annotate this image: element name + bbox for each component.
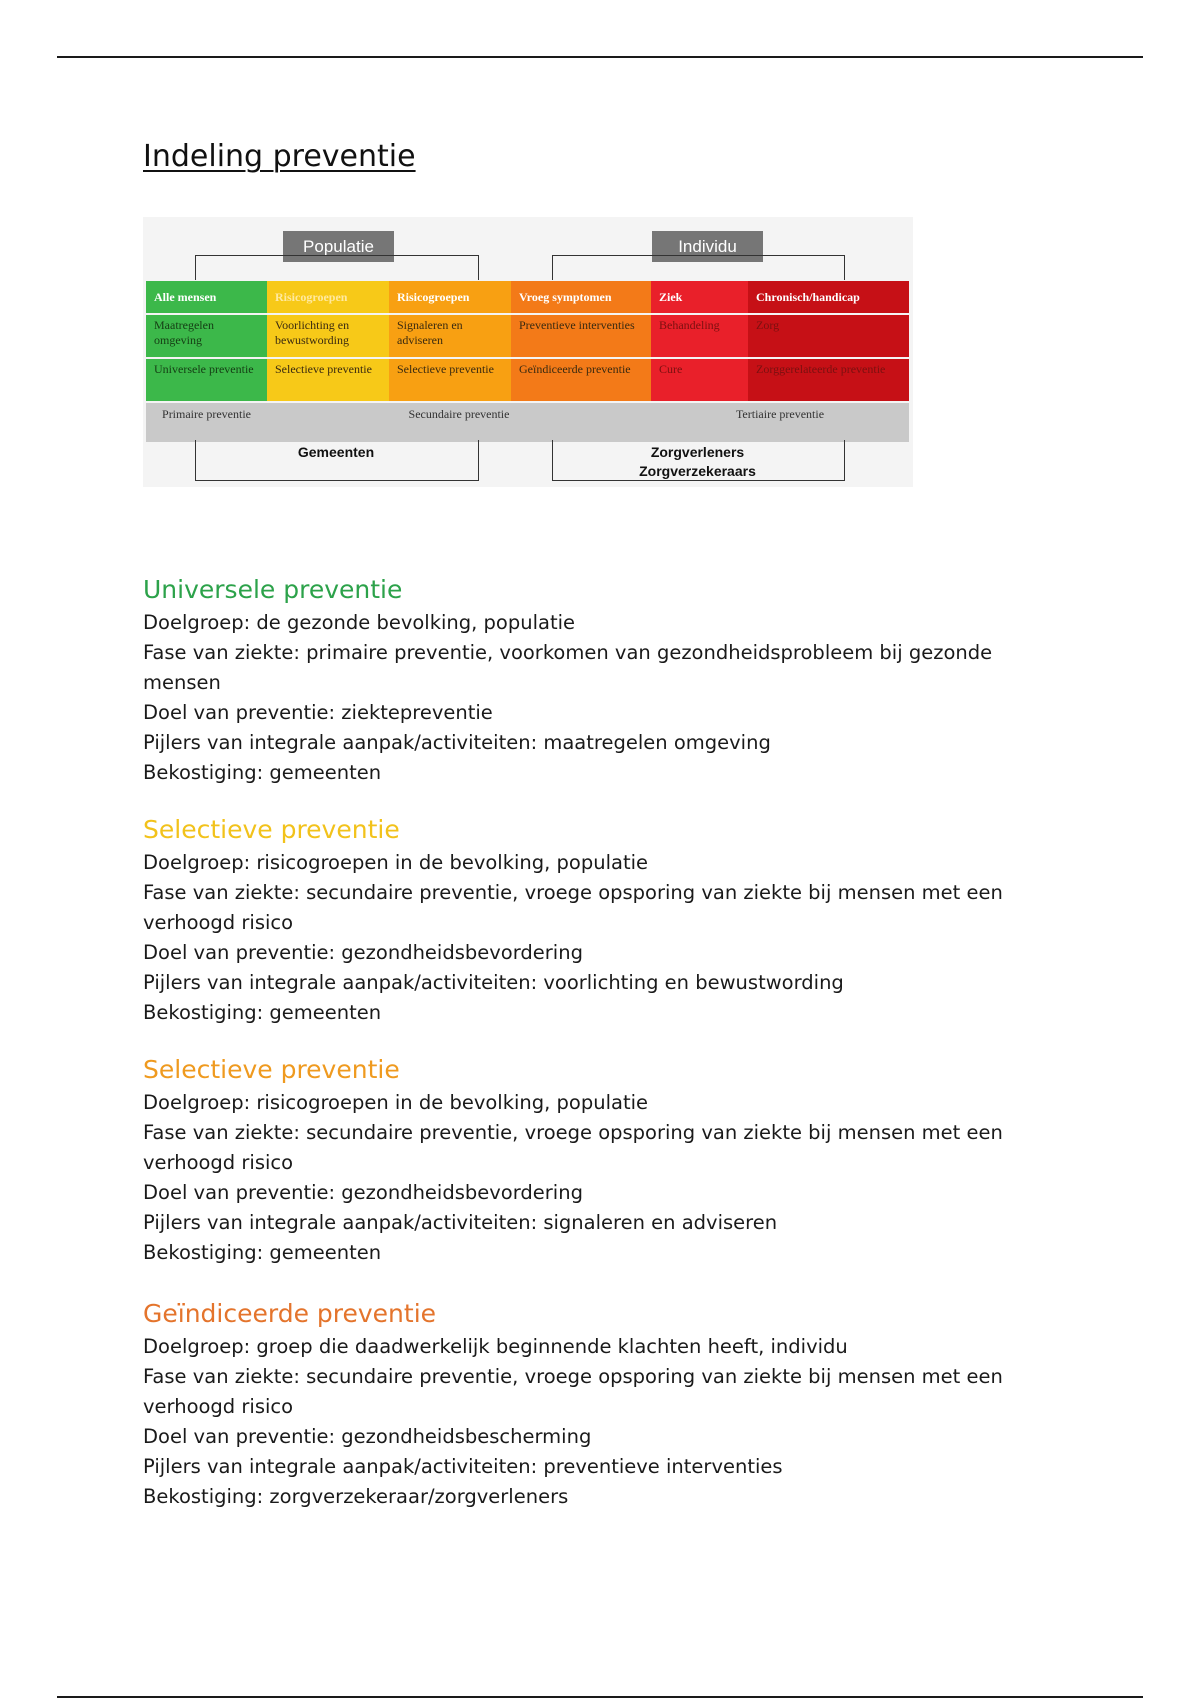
phase-primair: Primaire preventie (146, 403, 267, 442)
section-line: Doel van preventie: gezondheidsbescherming (143, 1425, 592, 1448)
section-line: Fase van ziekte: secundaire preventie, vroege opsporing van ziekte bij mensen met een verhoogd risico (143, 1121, 1003, 1174)
section-geindiceerde-preventie (143, 1298, 1043, 1512)
section-line: Doel van preventie: gezondheidsbevordering (143, 941, 583, 964)
section-line: Pijlers van integrale aanpak/activiteiten: maatregelen omgeving (143, 731, 771, 754)
payer-zorgverleners (552, 443, 843, 481)
section-line: Fase van ziekte: secundaire preventie, vroege opsporing van ziekte bij mensen met een verhoogd risico (143, 1365, 1003, 1418)
bracket-populatie (195, 255, 479, 280)
section-line: Pijlers van integrale aanpak/activiteiten: preventieve interventies (143, 1455, 783, 1478)
section-line: Doelgroep: groep die daadwerkelijk beginnende klachten heeft, individu (143, 1335, 848, 1358)
section-line: Pijlers van integrale aanpak/activiteiten: signaleren en adviseren (143, 1211, 778, 1234)
section-line: Doel van preventie: gezondheidsbevordering (143, 1181, 583, 1204)
grid-head-cell: Alle mensen (146, 281, 267, 313)
section-line: Doelgroep: risicogroepen in de bevolking, populatie (143, 1091, 649, 1114)
grid-activity-cell: Voorlichting en bewustwording (267, 315, 389, 357)
footer-rule (57, 1696, 1143, 1698)
section-line: Bekostiging: gemeenten (143, 761, 382, 784)
section-line: Doelgroep: de gezonde bevolking, populatie (143, 611, 576, 634)
grid-activity-cell: Preventieve interventies (511, 315, 651, 357)
section-line: Bekostiging: gemeenten (143, 1241, 382, 1264)
grid-head-cell: Risicogroepen (267, 281, 389, 313)
grid-head-cell: Chronisch/handicap (748, 281, 909, 313)
grid-head-cell: Vroeg symptomen (511, 281, 651, 313)
grid-type-cell: Cure (651, 359, 748, 401)
grid-activity-cell: Zorg (748, 315, 909, 357)
prevention-diagram (143, 217, 913, 487)
group-label-individu: Individu (652, 231, 763, 262)
grid-type-cell: Selectieve preventie (267, 359, 389, 401)
header-rule (57, 56, 1143, 58)
grid-activity-cell: Behandeling (651, 315, 748, 357)
section-title: Selectieve preventie (143, 815, 400, 844)
phase-secundair: Secundaire preventie (267, 403, 651, 442)
grid-type-cell: Zorggerelateerde preventie (748, 359, 909, 401)
grid-head-cell: Risicogroepen (389, 281, 511, 313)
section-title: Geïndiceerde preventie (143, 1299, 437, 1328)
section-line: Bekostiging: gemeenten (143, 1001, 382, 1024)
payer-zorgverzekeraars-label: Zorgverzekeraars (639, 463, 756, 479)
grid-activity-cell: Maatregelen omgeving (146, 315, 267, 357)
grid-head-cell: Ziek (651, 281, 748, 313)
grid-type-cell: Selectieve preventie (389, 359, 511, 401)
grid-activity-cell: Signaleren en adviseren (389, 315, 511, 357)
section-line: Doelgroep: risicogroepen in de bevolking, populatie (143, 851, 649, 874)
section-line: Doel van preventie: ziektepreventie (143, 701, 493, 724)
group-label-populatie: Populatie (283, 231, 394, 262)
page-title: Indeling preventie (143, 139, 416, 174)
prevention-grid (146, 281, 909, 456)
grid-type-cell: Universele preventie (146, 359, 267, 401)
section-title: Selectieve preventie (143, 1055, 400, 1084)
section-line: Fase van ziekte: secundaire preventie, vroege opsporing van ziekte bij mensen met een verhoogd risico (143, 881, 1003, 934)
section-selectieve-preventie-1 (143, 814, 1043, 1028)
section-universele-preventie (143, 574, 1043, 788)
payer-gemeenten: Gemeenten (297, 444, 375, 460)
grid-type-cell: Geïndiceerde preventie (511, 359, 651, 401)
payer-zorgverleners-label: Zorgverleners (650, 444, 745, 460)
section-line: Bekostiging: zorgverzekeraar/zorgverleners (143, 1485, 569, 1508)
section-title: Universele preventie (143, 575, 403, 604)
phase-tertiair: Tertiaire preventie (651, 403, 909, 442)
section-line: Pijlers van integrale aanpak/activiteiten: voorlichting en bewustwording (143, 971, 844, 994)
section-selectieve-preventie-2 (143, 1054, 1043, 1268)
section-line: Fase van ziekte: primaire preventie, voorkomen van gezondheidsprobleem bij gezonde mensen (143, 641, 993, 694)
bracket-individu (552, 255, 845, 280)
